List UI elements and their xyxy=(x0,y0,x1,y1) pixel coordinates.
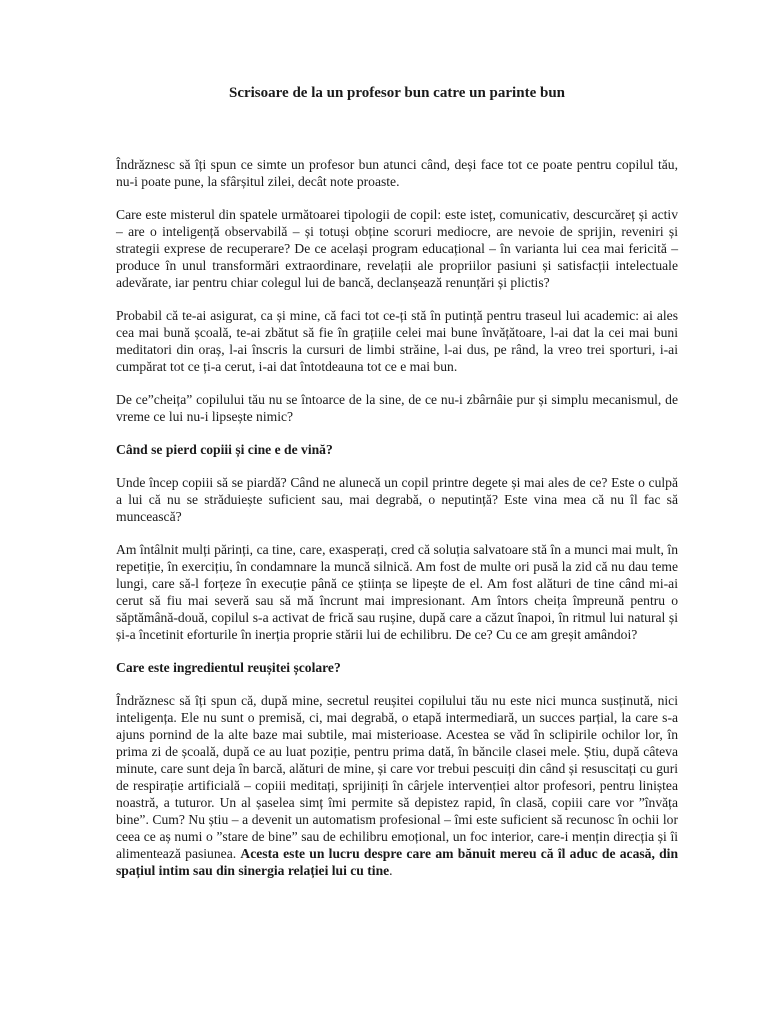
document-page xyxy=(116,84,678,895)
paragraph-secret-bold: Acesta este un lucru despre care am bănuit mereu că îl aduc de acasă, din spațiul intim sau din sinergia relației lui cu tine xyxy=(116,846,679,878)
paragraph-where-lost: Unde încep copiii să se piardă? Când ne alunecă un copil printre degete și mai ales de ce? Este o culpă a lui că nu se străduiește suficient sau, mai degrabă, o neputință? Este vina mea că nu îl fac să muncească? xyxy=(116,475,678,524)
document-title: Scrisoare de la un profesor bun catre un parinte bun xyxy=(228,85,565,101)
paragraph-intro: Îndrăznesc să îți spun ce simte un profesor bun atunci când, deși face tot ce poate pentru copilul tău, nu-i poate pune, la sfârșitul zilei, decât note proaste. xyxy=(116,157,678,189)
paragraph-secret-text: Îndrăznesc să îți spun că, după mine, secretul reușitei copilului tău nu este nici munca susținută, nici inteligența. Ele nu sunt o premisă, ci, mai degrabă, o etapă intermediară, un succes parțial, la care s-a ajuns pornind de la alte baze mai subtile, mai misterioase. Acestea se văd în sclipirile ochilor lor, în prima zi de școală, după ce au luat poziție, pentru prima dată, în băncile clasei mele. Știu, după câteva minute, care sunt deja în barcă, alături de mine, și care vor trebui pescuiți din când și resuscitați cu guri de respirație artificială – copiii meditați, sprijiniți în cârjele intervenției altor profesori, pentru liniștea noastră, a tuturor. Un al șaselea simț îmi permite să depistez rapid, în clasă, copiii care vor ”învăța bine”. Cum? Nu știu – a devenit un automatism profesional – îmi este suficient să recunosc în ochii lor ceea ce aș numi o ”stare de bine” sau de echilibru emoțional, un foc interior, care-i mențin direcția și îi alimentează pasiunea. xyxy=(116,693,678,861)
section-heading-lost-children: Când se pierd copiii și cine e de vină? xyxy=(116,442,333,457)
paragraph-mystery: Care este misterul din spatele următoarei tipologii de copil: este isteț, comunicativ, descurcăreț și activ – are o inteligență observabilă – și totuși obține scoruri mediocre, are nevoie de sprijin, reveniri și strategii exprese de recuperare? De ce același program educațional – în varianta lui cea mai fericită – produce în unul transformări extraordinare, revelații ale propriilor pasiuni și satisfacții intelectuale adevărate, iar pentru chiar colegul lui de bancă, declanșează renunțări și plictis? xyxy=(116,207,678,290)
paragraph-key: De ce”cheița” copilului tău nu se întoarce de la sine, de ce nu-i zbârnâie pur și simplu mecanismul, de vreme ce lui nu-i lipsește nimic? xyxy=(116,392,678,424)
paragraph-parents: Am întâlnit mulți părinți, ca tine, care, exasperați, cred că soluția salvatoare stă în a munci mai mult, în repetiție, în exercițiu, în condamnare la muncă silnică. Am fost de multe ori pusă la zid că nu dau teme lungi, care să-l forțeze în execuție până ce știința se lipește de el. Am fost alături de tine când mi-ai cerut să fiu mai severă sau să mă încrunt mai impresionant. Am întors cheița împreună pentru o săptămână-două, copilul s-a activat de frică sau rușine, după care a căzut înapoi, în ritmul lui natural și și-a încetinit eforturile în inerția proprie stării lui de echilibru. De ce? Cu ce am greșit amândoi? xyxy=(116,542,678,642)
paragraph-secret xyxy=(116,692,678,879)
paragraph-effort: Probabil că te-ai asigurat, ca și mine, că faci tot ce-ți stă în putință pentru traseul lui academic: ai ales cea mai bună școală, te-ai zbătut să fie în grațiile celei mai bune învățătoare, l-ai dat la cei mai buni meditatori din oraș, l-ai înscris la cursuri de limbi străine, l-ai dus, pe rând, la vreo trei sporturi, i-ai cumpărat tot ce ți-a cerut, i-ai dat întotdeauna tot ce e mai bun. xyxy=(116,308,678,374)
section-heading-success: Care este ingredientul reușitei școlare? xyxy=(116,660,341,675)
paragraph-secret-period: . xyxy=(389,863,393,878)
